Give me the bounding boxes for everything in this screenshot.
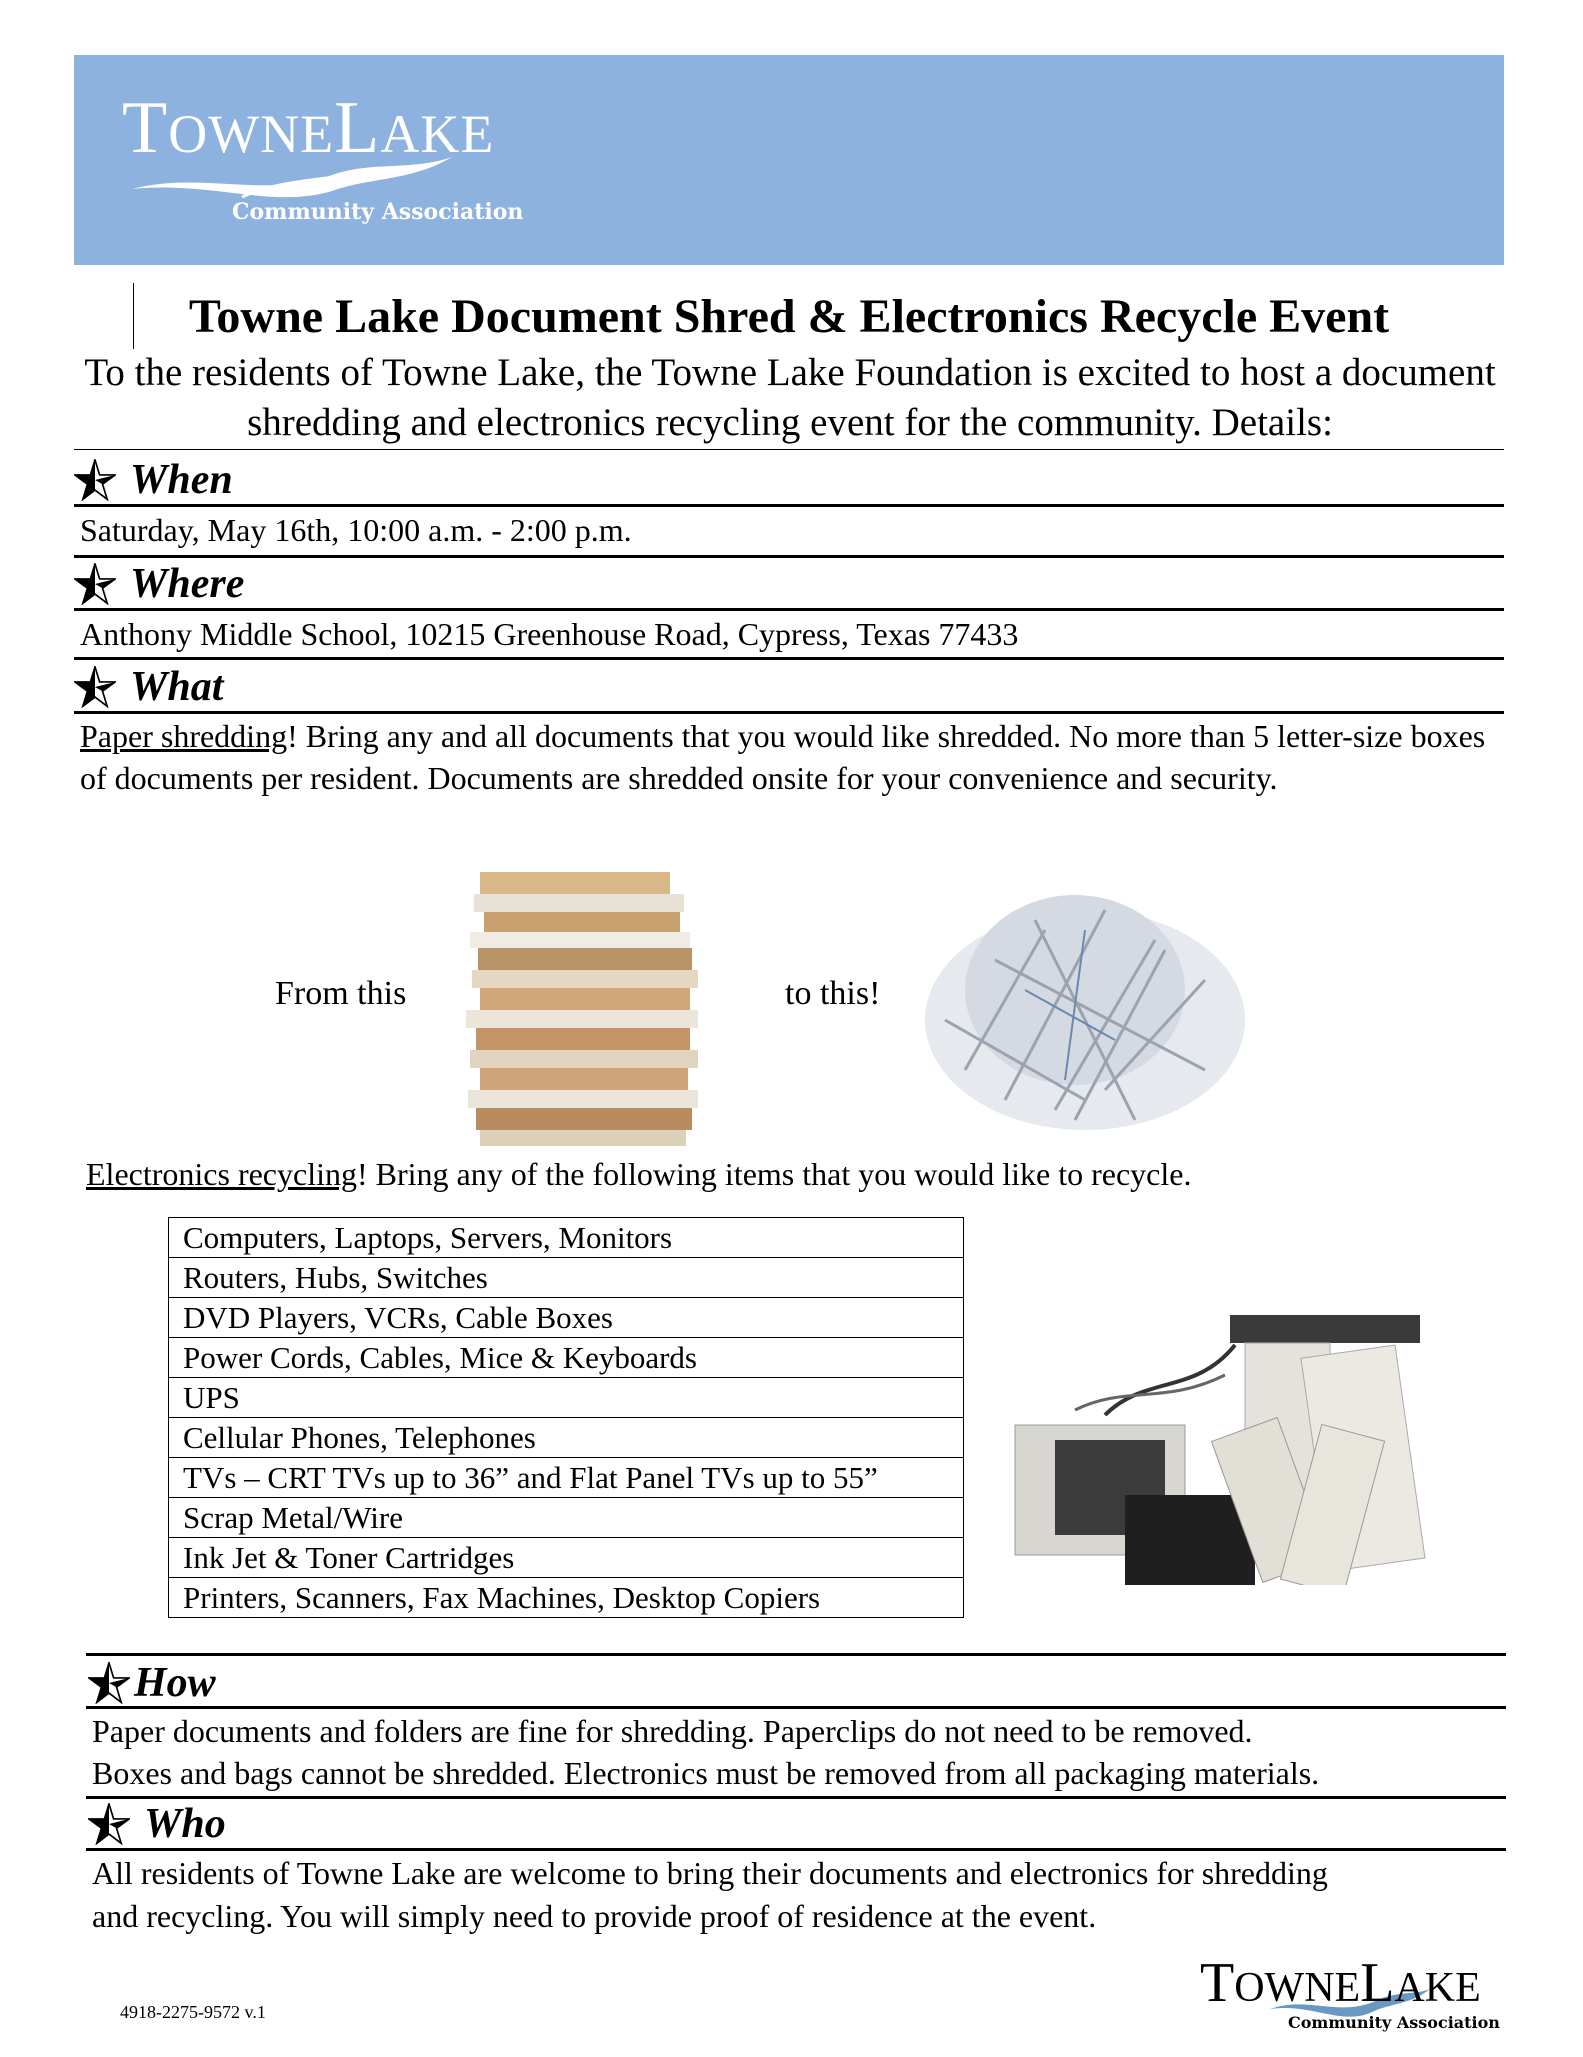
table-row: Ink Jet & Toner Cartridges [169, 1538, 964, 1578]
electronics-recycling-paragraph: Electronics recycling! Bring any of the following items that you would like to recycle. [86, 1156, 1192, 1192]
table-row: TVs – CRT TVs up to 36” and Flat Panel TVs up to 55” [169, 1458, 964, 1498]
electronics-image [995, 1285, 1445, 1585]
intro-paragraph: To the residents of Towne Lake, the Towne Lake Foundation is excited to host a document shredding and electronics recycling event for the community. Details: [84, 351, 1496, 444]
section-heading-what: What [74, 662, 223, 712]
shredded-paper-illustration [905, 870, 1265, 1140]
footer-logo [1200, 1952, 1500, 2035]
divider [74, 555, 1504, 558]
divider [86, 1796, 1506, 1799]
paper-stack-illustration [440, 860, 730, 1150]
star-icon [88, 1803, 130, 1845]
divider [86, 1848, 1506, 1851]
from-this-label: From this [275, 975, 407, 1012]
divider [74, 449, 1504, 450]
table-row: Printers, Scanners, Fax Machines, Desktop Copiers [169, 1578, 964, 1618]
how-line-2: Boxes and bags cannot be shredded. Electronics must be removed from all packaging materials. [92, 1755, 1320, 1791]
divider [86, 1706, 1506, 1709]
electronics-pile-illustration [995, 1285, 1445, 1585]
shredded-paper-image [905, 870, 1265, 1140]
logo-wordmark: TOWNELAKE [1200, 1952, 1481, 2014]
table-row: DVD Players, VCRs, Cable Boxes [169, 1298, 964, 1338]
section-heading-who: Who [88, 1799, 226, 1849]
divider [74, 657, 1504, 660]
electronics-items-table [168, 1217, 964, 1618]
table-row: UPS [169, 1378, 964, 1418]
logo-tagline: Community Association [1288, 2013, 1500, 2032]
when-text: Saturday, May 16th, 10:00 a.m. - 2:00 p.m. [80, 512, 632, 548]
table-row: Cellular Phones, Telephones [169, 1418, 964, 1458]
logo-wordmark: TOWNELAKE [122, 87, 495, 169]
towne-lake-logo [122, 87, 542, 251]
divider [74, 608, 1504, 611]
divider [74, 504, 1504, 507]
divider [86, 1653, 1506, 1656]
paper-stack-image [440, 860, 730, 1150]
paper-shredding-label: Paper shredding [80, 718, 288, 754]
star-icon [74, 459, 116, 501]
divider [74, 711, 1504, 714]
section-heading-where: Where [74, 559, 244, 609]
to-this-label: to this! [785, 975, 881, 1012]
paper-shredding-paragraph: Paper shredding! Bring any and all documents that you would like shredded. No more than 5 letter-size boxes of documents per resident. Documents are shredded onsite for your convenience and security. [80, 718, 1486, 796]
electronics-recycling-label: Electronics recycling [86, 1156, 357, 1192]
logo-tagline: Community Association [232, 199, 524, 225]
wave-icon [122, 151, 482, 201]
table-row: Computers, Laptops, Servers, Monitors [169, 1218, 964, 1258]
star-icon [74, 666, 116, 708]
section-heading-when: When [74, 455, 233, 505]
who-line-2: and recycling. You will simply need to provide proof of residence at the event. [92, 1898, 1097, 1934]
table-row: Power Cords, Cables, Mice & Keyboards [169, 1338, 964, 1378]
table-row: Scrap Metal/Wire [169, 1498, 964, 1538]
header-banner [74, 55, 1504, 265]
where-text: Anthony Middle School, 10215 Greenhouse Road, Cypress, Texas 77433 [80, 616, 1019, 652]
how-line-1: Paper documents and folders are fine for shredding. Paperclips do not need to be removed. [92, 1713, 1253, 1749]
star-icon [74, 563, 116, 605]
table-row: Routers, Hubs, Switches [169, 1258, 964, 1298]
who-line-1: All residents of Towne Lake are welcome to bring their documents and electronics for shredding [92, 1855, 1328, 1891]
page-title: Towne Lake Document Shred & Electronics Recycle Event [188, 290, 1390, 343]
star-icon [88, 1662, 130, 1704]
document-code: 4918-2275-9572 v.1 [120, 2002, 266, 2022]
section-heading-how: How [88, 1658, 216, 1708]
